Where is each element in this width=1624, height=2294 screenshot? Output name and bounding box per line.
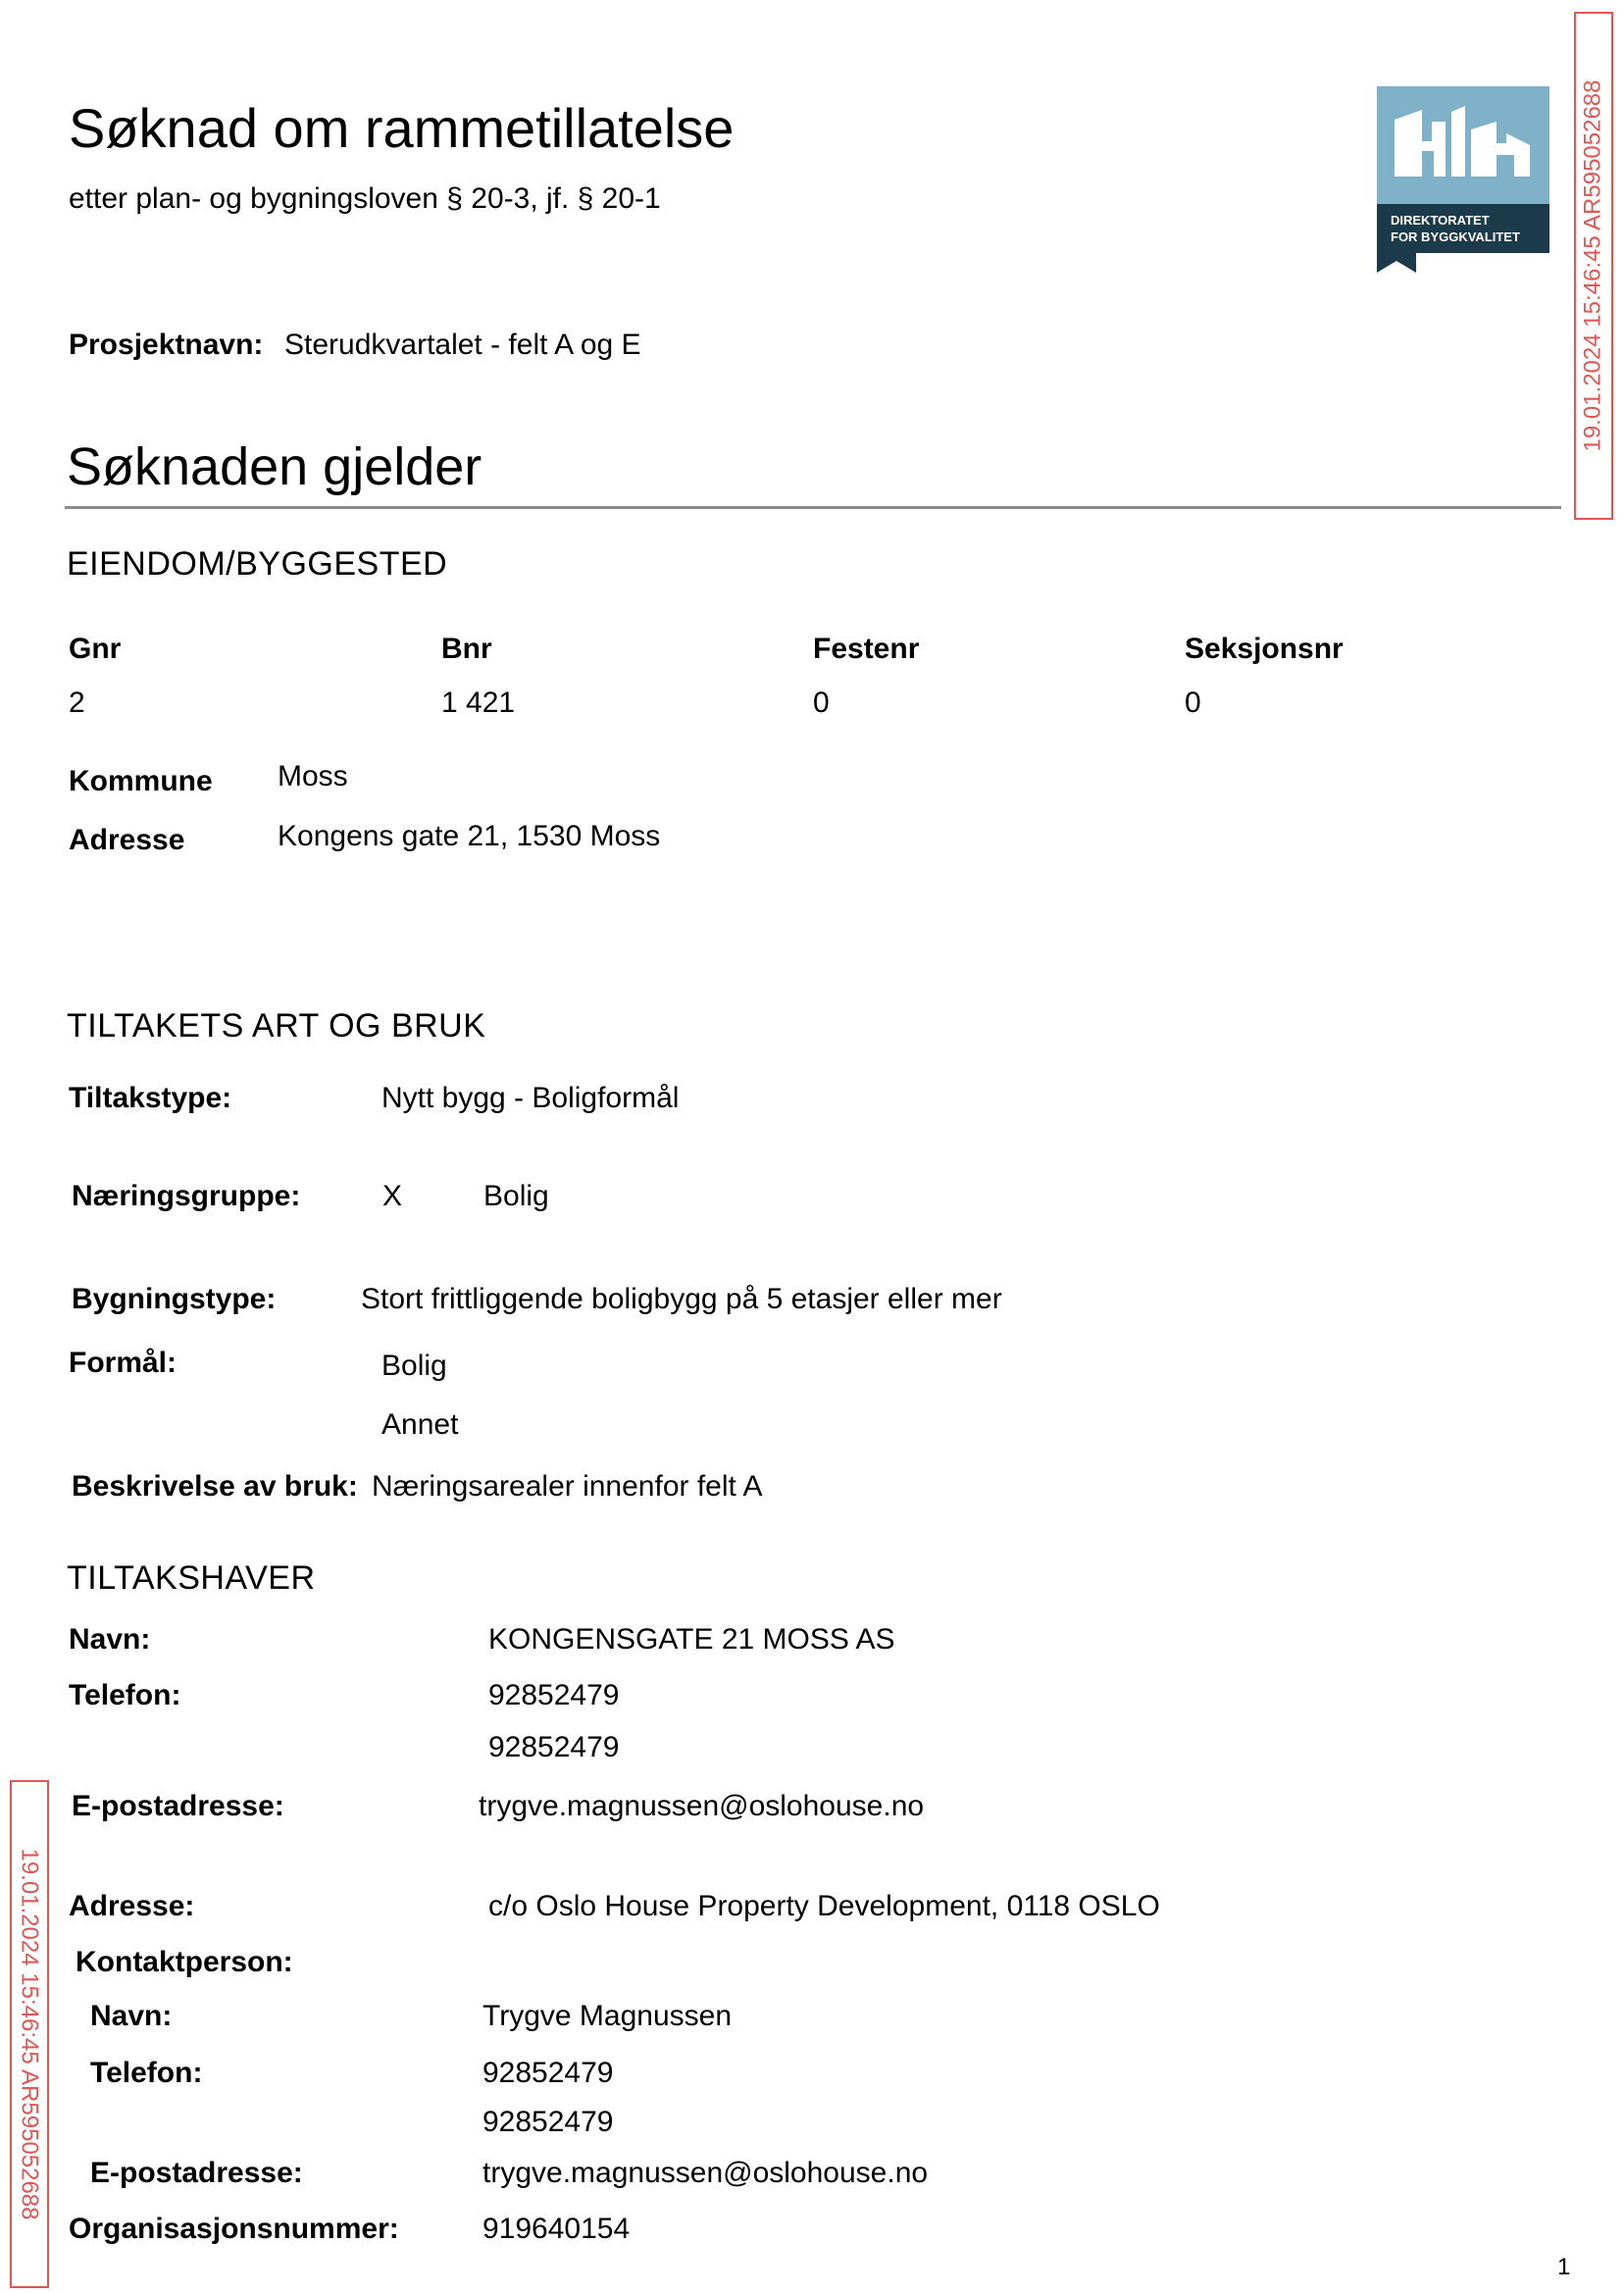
epost-value: trygve.magnussen@oslohouse.no: [479, 1790, 925, 1822]
kontakt-navn-value: Trygve Magnussen: [482, 2000, 733, 2032]
kontakt-epost-value: trygve.magnussen@oslohouse.no: [482, 2157, 929, 2189]
tiltakstype-label: Tiltakstype:: [69, 1082, 232, 1114]
dibk-logo-icon: [1377, 86, 1549, 273]
beskrivelse-value: Næringsarealer innenfor felt A: [372, 1470, 763, 1503]
kontakt-navn-label: Navn:: [90, 2000, 173, 2032]
seksjonsnr-value: 0: [1185, 687, 1201, 719]
telefon-label: Telefon:: [69, 1679, 181, 1711]
page-number: 1: [1557, 2254, 1571, 2280]
naeringsgruppe-value: Bolig: [483, 1180, 549, 1212]
org-label: Organisasjonsnummer:: [69, 2213, 399, 2245]
naeringsgruppe-label: Næringsgruppe:: [72, 1180, 301, 1212]
tiltakstype-value: Nytt bygg - Boligformål: [381, 1082, 680, 1114]
page-subtitle: etter plan- og bygningsloven § 20-3, jf. § 20-1: [69, 182, 661, 215]
bygningstype-label: Bygningstype:: [72, 1283, 277, 1315]
telefon-value-1: 92852479: [488, 1679, 620, 1711]
org-value: 919640154: [482, 2213, 631, 2245]
adresse-label-2: Adresse:: [69, 1890, 195, 1922]
naeringsgruppe-code: X: [382, 1180, 403, 1212]
bnr-label: Bnr: [441, 633, 492, 665]
kontakt-telefon-value-1: 92852479: [482, 2057, 614, 2089]
kontakt-telefon-value-2: 92852479: [482, 2106, 614, 2138]
adresse-value: Kongens gate 21, 1530 Moss: [278, 820, 661, 852]
section-divider: [65, 506, 1561, 509]
kommune-value: Moss: [278, 760, 348, 792]
bnr-value: 1 421: [441, 687, 516, 719]
gnr-value: 2: [69, 687, 85, 719]
timestamp-text-right: 19.01.2024 15:46:45 AR595052688: [1580, 79, 1606, 452]
kommune-label: Kommune: [69, 765, 213, 797]
adresse-label: Adresse: [69, 824, 185, 856]
bygningstype-value: Stort frittliggende boligbygg på 5 etasjer eller mer: [361, 1283, 1002, 1315]
epost-label: E-postadresse:: [72, 1790, 284, 1822]
timestamp-stamp-left: [10, 1780, 49, 2288]
formal-label: Formål:: [69, 1347, 178, 1379]
formal-value-1: Bolig: [381, 1350, 447, 1382]
formal-value-2: Annet: [381, 1408, 459, 1441]
kontakt-telefon-label: Telefon:: [90, 2057, 203, 2089]
timestamp-stamp-right: [1574, 12, 1613, 520]
tiltak-heading: TILTAKETS ART OG BRUK: [67, 1007, 486, 1045]
festenr-label: Festenr: [813, 633, 920, 665]
kontaktperson-label: Kontaktperson:: [76, 1946, 293, 1978]
timestamp-text-left: 19.01.2024 15:46:45 AR595052688: [17, 1848, 43, 2220]
navn-label: Navn:: [69, 1623, 151, 1656]
page-title: Søknad om rammetillatelse: [69, 97, 735, 159]
logo-line-2: FOR BYGGKVALITET: [1391, 229, 1520, 244]
navn-value: KONGENSGATE 21 MOSS AS: [488, 1623, 895, 1656]
property-heading: EIENDOM/BYGGESTED: [67, 545, 448, 583]
tiltakshaver-heading: TILTAKSHAVER: [67, 1559, 316, 1597]
festenr-value: 0: [813, 687, 830, 719]
logo-line-1: DIREKTORATET: [1391, 213, 1490, 228]
kontakt-epost-label: E-postadresse:: [90, 2157, 303, 2189]
beskrivelse-label: Beskrivelse av bruk:: [72, 1470, 358, 1503]
adresse-value-2: c/o Oslo House Property Development, 0118 OSLO: [488, 1890, 1160, 1922]
section-heading: Søknaden gjelder: [67, 437, 482, 496]
project-label: Prosjektnavn:: [69, 329, 264, 361]
project-value: Sterudkvartalet - felt A og E: [284, 329, 641, 361]
gnr-label: Gnr: [69, 633, 122, 665]
telefon-value-2: 92852479: [488, 1731, 620, 1763]
seksjonsnr-label: Seksjonsnr: [1185, 633, 1344, 665]
